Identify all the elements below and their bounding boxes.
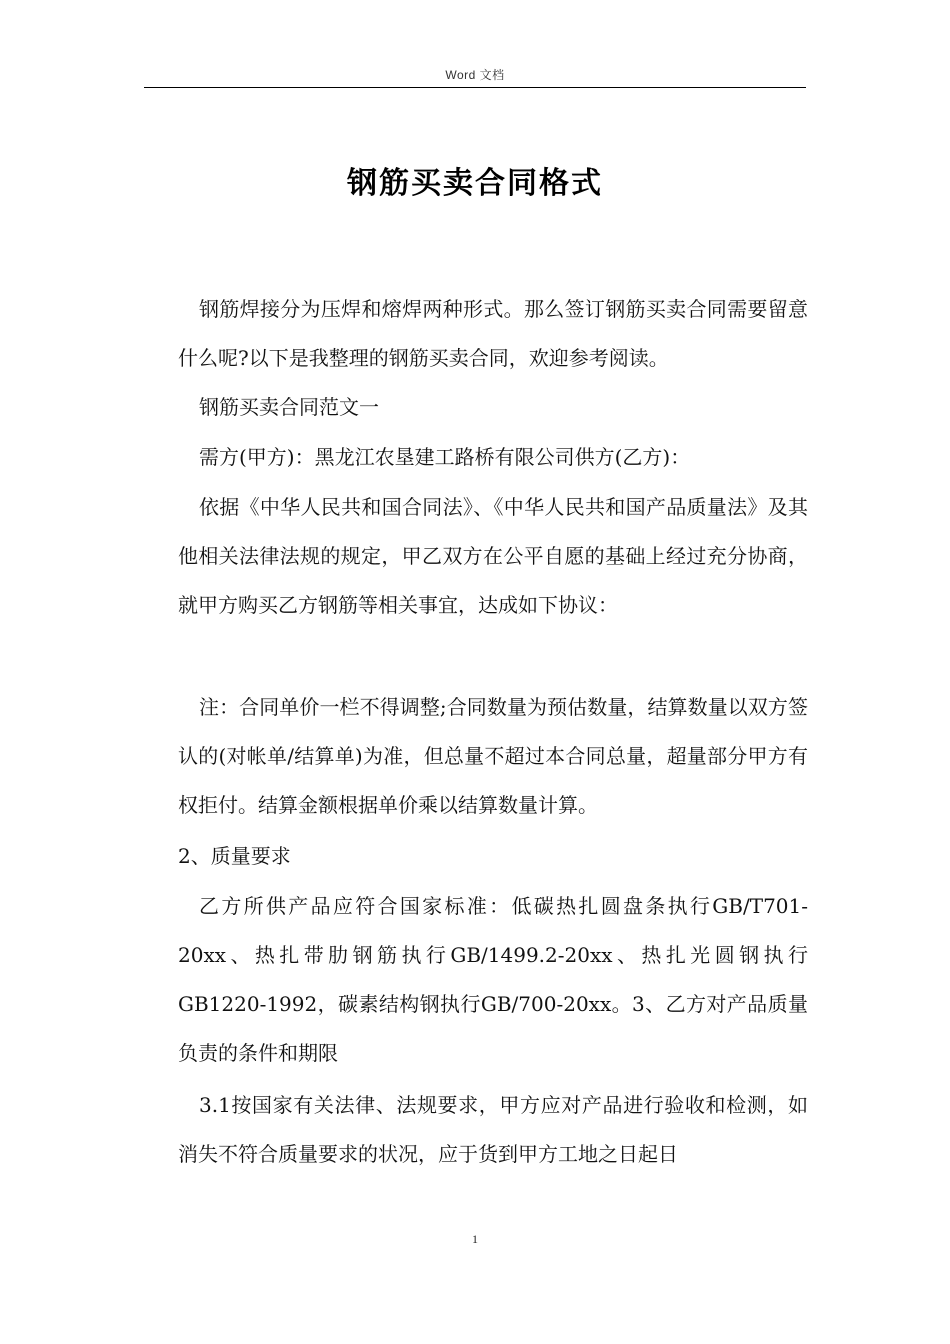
page-number: 1	[472, 1232, 478, 1246]
document-title: 钢筋买卖合同格式	[347, 166, 603, 201]
header-divider	[144, 87, 806, 88]
paragraph-price-note: 注：合同单价一栏不得调整;合同数量为预估数量，结算数量以双方签认的(对帐单/结算单)为准，但总量不超过本合同总量，超量部分甲方有权拒付。结算金额根据单价乘以结算数量计算。	[178, 695, 808, 817]
section-heading-quality: 2、质量要求	[178, 844, 291, 868]
paragraph-intro: 钢筋焊接分为压焊和熔焊两种形式。那么签订钢筋买卖合同需要留意什么呢?以下是我整理的钢筋买卖合同，欢迎参考阅读。	[178, 297, 808, 370]
paragraph-sample-heading: 钢筋买卖合同范文一	[199, 395, 379, 419]
paragraph-quality-standards: 乙方所供产品应符合国家标准：低碳热扎圆盘条执行GB/T701-20xx、热扎带肋钢筋执行GB/1499.2-20xx、热扎光圆钢执行GB1220-1992，碳素结构钢执行GB/700-20xx。3、乙方对产品质量负责的条件和期限	[178, 894, 808, 1065]
paragraph-parties: 需方(甲方)：黑龙江农垦建工路桥有限公司供方(乙方)：	[199, 445, 691, 469]
paragraph-inspection: 3.1按国家有关法律、法规要求，甲方应对产品进行验收和检测，如消失不符合质量要求的状况，应于货到甲方工地之日起日	[178, 1093, 808, 1166]
page-header-label: Word 文档	[445, 68, 505, 82]
paragraph-legal-basis: 依据《中华人民共和国合同法》、《中华人民共和国产品质量法》及其他相关法律法规的规定，甲乙双方在公平自愿的基础上经过充分协商，就甲方购买乙方钢筋等相关事宜，达成如下协议：	[178, 495, 808, 617]
